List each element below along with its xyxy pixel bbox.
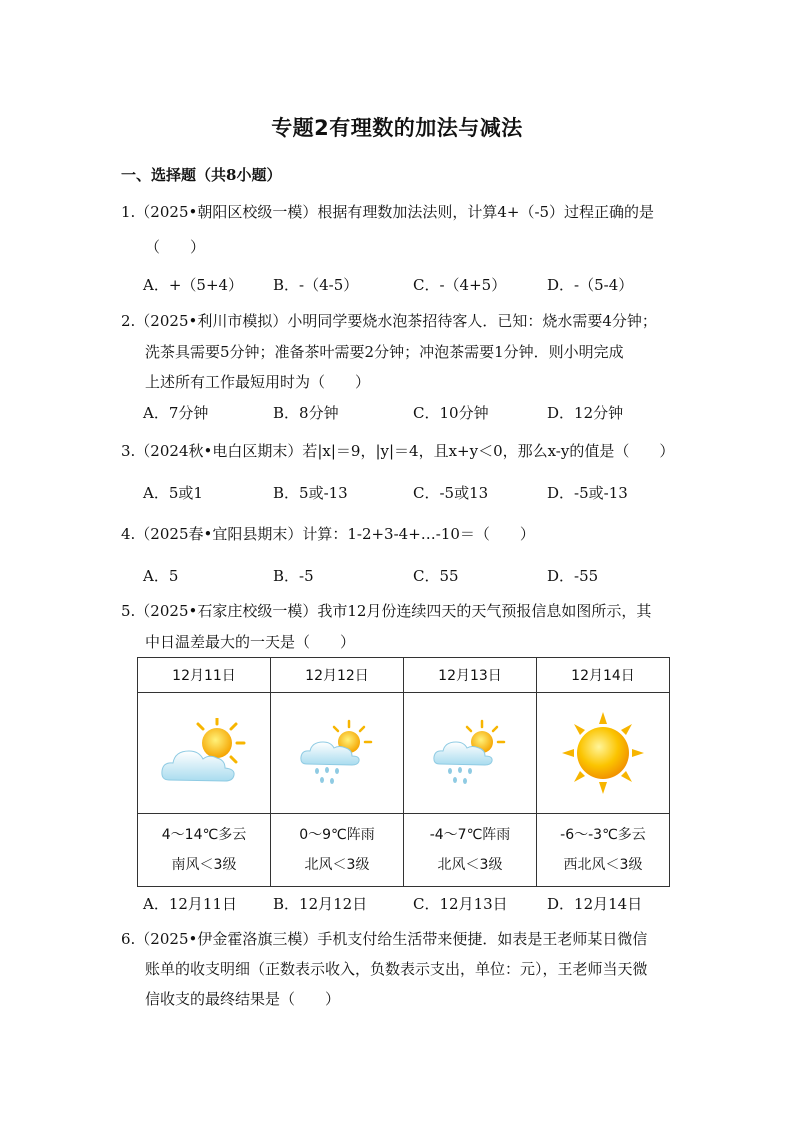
question-4-option-c: C．55 xyxy=(413,567,459,585)
question-1-line-1: 1.（2025•朝阳区校级一模）根据有理数加法法则，计算4+（-5）过程正确的是 xyxy=(121,203,655,221)
section-heading: 一、选择题（共8小题） xyxy=(121,166,282,184)
weather-temp: -6～-3℃多云 xyxy=(560,827,646,843)
question-5-option-d: D．12月14日 xyxy=(547,895,643,913)
weather-wind: 南风＜3级 xyxy=(171,857,237,873)
question-2-option-b: B．8分钟 xyxy=(273,404,339,422)
rain-sun-icon xyxy=(430,718,510,788)
question-6-line-3: 信收支的最终结果是（ ） xyxy=(145,990,341,1008)
question-3-option-d: D．-5或-13 xyxy=(547,484,628,502)
weather-wind: 西北风＜3级 xyxy=(563,857,643,873)
question-6-line-2: 账单的收支明细（正数表示收入，负数表示支出，单位：元），王老师当天微 xyxy=(145,960,648,978)
page-title: 专题2有理数的加法与减法 xyxy=(271,116,523,140)
cloud-sun-icon xyxy=(159,718,249,788)
question-1-option-a: A．+（5+4） xyxy=(143,276,244,294)
weather-description xyxy=(138,814,271,887)
question-3-line-1: 3.（2024秋•电白区期末）若|x|＝9，|y|＝4，且x+y＜0，那么x-y的值是（ ） xyxy=(121,442,675,460)
question-4-option-b: B．-5 xyxy=(273,567,314,585)
weather-wind: 北风＜3级 xyxy=(437,857,503,873)
question-1-line-2: （ ） xyxy=(145,238,206,256)
weather-icon-cell xyxy=(537,693,670,814)
weather-description xyxy=(404,814,537,887)
question-4-option-a: A．5 xyxy=(143,567,179,585)
question-2-option-d: D．12分钟 xyxy=(547,404,624,422)
weather-wind: 北风＜3级 xyxy=(304,857,370,873)
question-2-option-a: A．7分钟 xyxy=(143,404,209,422)
weather-icon-cell xyxy=(271,693,404,814)
weather-temp: -4～7℃阵雨 xyxy=(429,827,511,843)
question-5-option-b: B．12月12日 xyxy=(273,895,368,913)
question-2-line-3: 上述所有工作最短用时为（ ） xyxy=(145,373,371,391)
question-3-option-b: B．5或-13 xyxy=(273,484,348,502)
weather-temp: 4～14℃多云 xyxy=(161,827,247,843)
question-5-option-c: C．12月13日 xyxy=(413,895,508,913)
weather-description xyxy=(271,814,404,887)
weather-date: 12月13日 xyxy=(404,658,537,693)
sun-icon xyxy=(560,710,646,796)
question-2-line-1: 2.（2025•利川市模拟）小明同学要烧水泡茶招待客人．已知：烧水需要4分钟； xyxy=(121,312,657,330)
rain-sun-icon xyxy=(297,718,377,788)
question-3-option-a: A．5或1 xyxy=(143,484,203,502)
weather-date: 12月12日 xyxy=(271,658,404,693)
weather-icon-cell xyxy=(404,693,537,814)
question-4-option-d: D．-55 xyxy=(547,567,599,585)
weather-date: 12月11日 xyxy=(138,658,271,693)
weather-temp: 0～9℃阵雨 xyxy=(299,827,375,843)
question-3-option-c: C．-5或13 xyxy=(413,484,489,502)
weather-icon-cell xyxy=(138,693,271,814)
question-1-option-d: D．-（5-4） xyxy=(547,276,634,294)
question-1-option-b: B．-（4-5） xyxy=(273,276,359,294)
question-4-line-1: 4.（2025春•宜阳县期末）计算：1-2+3-4+…-10＝（ ） xyxy=(121,525,535,543)
question-5-option-a: A．12月11日 xyxy=(143,895,238,913)
question-5-line-2: 中日温差最大的一天是（ ） xyxy=(145,633,356,651)
weather-date: 12月14日 xyxy=(537,658,670,693)
question-6-line-1: 6.（2025•伊金霍洛旗三模）手机支付给生活带来便捷．如表是王老师某日微信 xyxy=(121,930,648,948)
question-5-line-1: 5.（2025•石家庄校级一模）我市12月份连续四天的天气预报信息如图所示，其 xyxy=(121,602,652,620)
question-1-option-c: C．-（4+5） xyxy=(413,276,507,294)
question-2-line-2: 洗茶具需要5分钟；准备茶叶需要2分钟；冲泡茶需要1分钟．则小明完成 xyxy=(145,343,624,361)
question-2-option-c: C．10分钟 xyxy=(413,404,489,422)
weather-forecast-table xyxy=(137,657,670,887)
weather-description xyxy=(537,814,670,887)
